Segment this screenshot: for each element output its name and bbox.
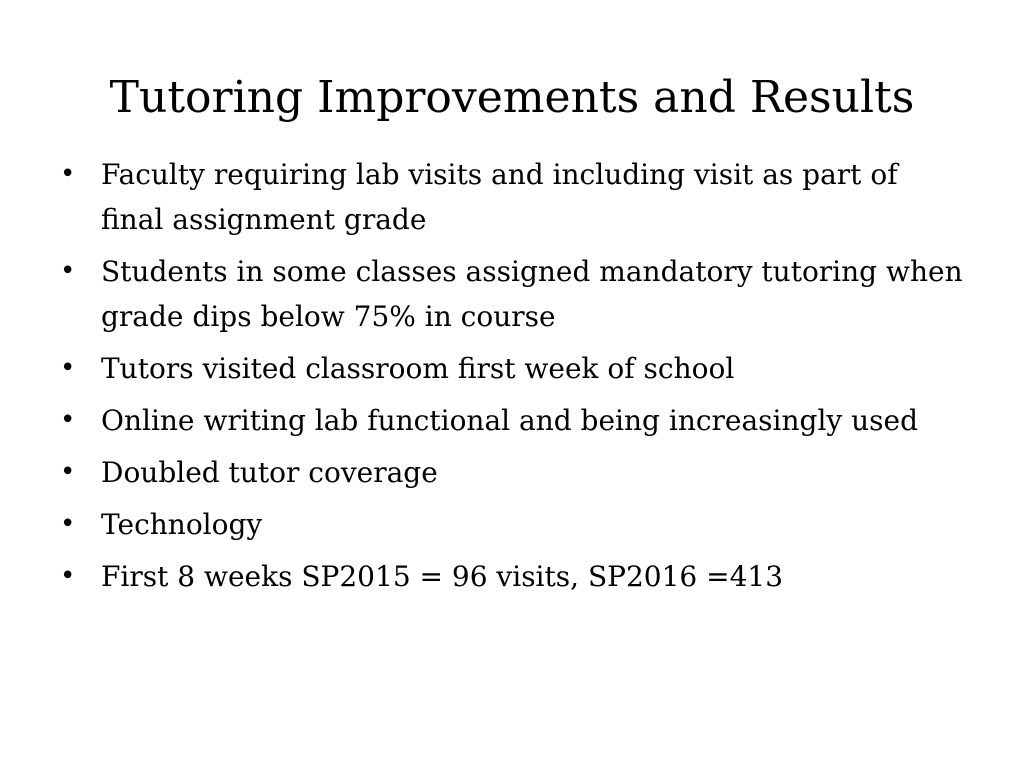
bullet-text: Online writing lab functional and being increasingly used xyxy=(101,404,919,437)
bullet-text: Students in some classes assigned mandatory tutoring when grade dips below 75% in course xyxy=(101,255,963,333)
bullet-dot-icon: • xyxy=(60,561,76,591)
bullet-dot-icon: • xyxy=(60,353,76,383)
bullet-dot-icon: • xyxy=(60,256,76,286)
bullet-item-4 xyxy=(60,398,964,443)
bullet-item-5 xyxy=(60,450,964,495)
bullet-text: First 8 weeks SP2015 = 96 visits, SP2016 =413 xyxy=(101,560,784,593)
bullet-text: Faculty requiring lab visits and including visit as part of final assignment grade xyxy=(101,158,898,236)
bullet-text: Technology xyxy=(101,508,263,541)
bullet-dot-icon: • xyxy=(60,509,76,539)
bullet-item-7 xyxy=(60,554,964,599)
bullet-dot-icon: • xyxy=(60,457,76,487)
bullet-item-1 xyxy=(60,152,964,242)
bullet-item-6 xyxy=(60,502,964,547)
bullet-item-2 xyxy=(60,249,964,339)
bullet-dot-icon: • xyxy=(60,159,76,189)
bullet-list xyxy=(60,152,964,606)
bullet-item-3 xyxy=(60,346,964,391)
bullet-text: Doubled tutor coverage xyxy=(101,456,438,489)
bullet-text: Tutors visited classroom first week of school xyxy=(101,352,735,385)
bullet-dot-icon: • xyxy=(60,405,76,435)
slide-title: Tutoring Improvements and Results xyxy=(109,72,915,123)
